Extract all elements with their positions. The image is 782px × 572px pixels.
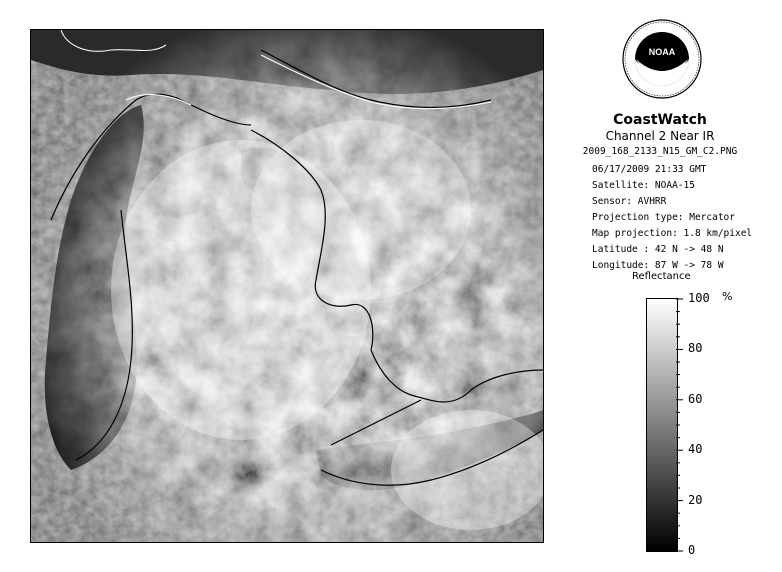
colorbar-tick-label: 60 [688, 391, 703, 406]
colorbar-tick-label: 100 [688, 291, 710, 305]
colorbar-ticks [676, 298, 756, 552]
colorbar-tick-label: 0 [688, 543, 696, 557]
map-projection: Map projection: 1.8 km/pixel [592, 228, 753, 239]
colorbar-tick-label: 20 [688, 492, 703, 507]
filename: 2009_168_2133_N15_GM_C2.PNG [582, 146, 738, 157]
noaa-logo-icon [620, 17, 704, 107]
sensor: Sensor: AVHRR [592, 196, 667, 207]
longitude-range: Longitude: 87 W -> 78 W [592, 260, 724, 271]
title: CoastWatch [613, 112, 707, 128]
subtitle: Channel 2 Near IR [605, 129, 715, 143]
datetime: 06/17/2009 21:33 GMT [592, 164, 707, 175]
latitude-range: Latitude : 42 N -> 48 N [592, 244, 724, 255]
colorbar [646, 298, 678, 552]
satellite: Satellite: NOAA-15 [592, 180, 695, 191]
colorbar-tick-label: 40 [688, 442, 703, 457]
logo-text: NOAA [648, 47, 676, 57]
colorbar-unit: % [722, 290, 733, 303]
colorbar-tick-label: 80 [688, 341, 703, 356]
satellite-image [30, 29, 544, 543]
colorbar-axis [676, 291, 756, 557]
colorbar-label: Reflectance [632, 271, 691, 282]
satellite-image-render [31, 30, 543, 542]
projection-type: Projection type: Mercator [592, 212, 735, 223]
